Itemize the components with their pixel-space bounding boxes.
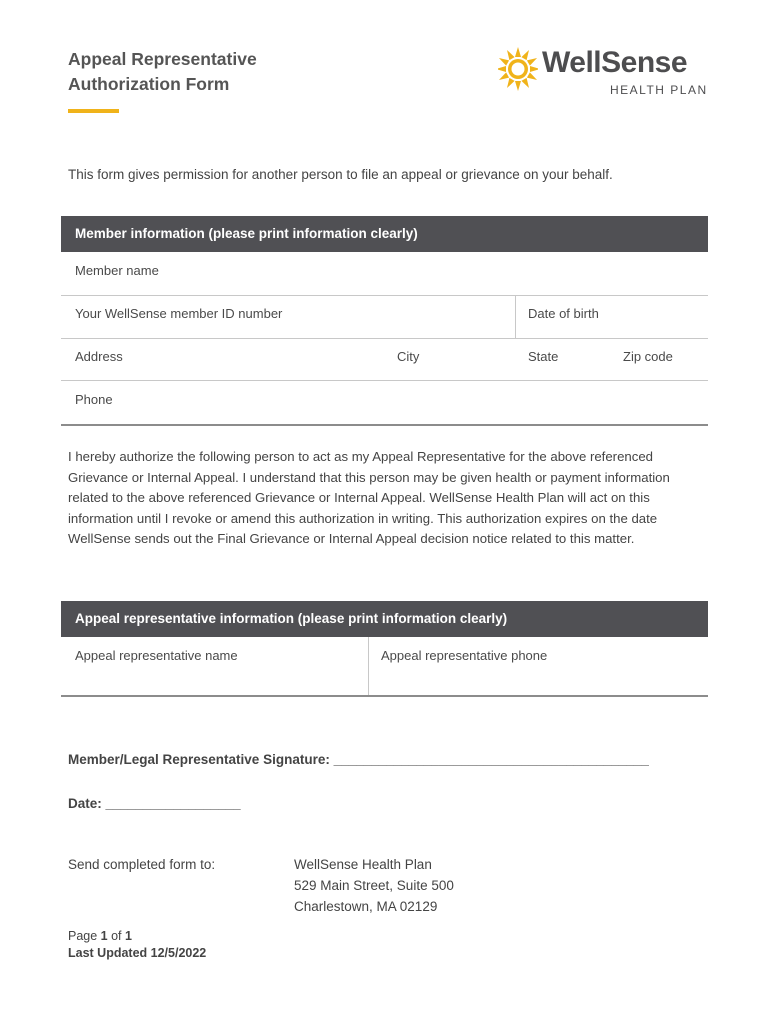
divider xyxy=(515,296,516,338)
dob-field[interactable]: Date of birth xyxy=(528,306,599,321)
page-title xyxy=(68,47,257,97)
member-section-header: Member information (please print information clearly) xyxy=(61,216,708,252)
last-updated: Last Updated 12/5/2022 xyxy=(68,946,207,960)
logo-wordmark: WellSense xyxy=(542,46,688,79)
page-word: Page xyxy=(68,929,101,943)
section-bottom-border xyxy=(61,695,708,697)
title-line-2: Authorization Form xyxy=(68,74,230,94)
divider xyxy=(61,295,708,296)
address-field[interactable]: Address xyxy=(75,349,123,364)
rep-name-field[interactable]: Appeal representative name xyxy=(75,648,238,663)
page-of: of xyxy=(107,929,125,943)
sun-icon xyxy=(498,45,538,91)
send-to-label: Send completed form to: xyxy=(68,857,216,872)
divider xyxy=(61,380,708,381)
intro-text: This form gives permission for another person to file an appeal or grievance on your behalf. xyxy=(68,167,613,182)
phone-field[interactable]: Phone xyxy=(75,392,113,407)
divider xyxy=(368,637,369,696)
section-bottom-border xyxy=(61,424,708,426)
authorization-text: I hereby authorize the following person to act as my Appeal Representative for the above referenced Grievance or Internal Appeal. I understand that this person may be given health or payment information related to the above referenced Grievance or Internal Appeal. WellSense Health Plan will act on this information until I revoke or amend this authorization in writing. This authorization expires on the date WellSense sends out the Final Grievance or Internal Appeal decision notice related to this matter. xyxy=(68,449,670,546)
rep-phone-field[interactable]: Appeal representative phone xyxy=(381,648,548,663)
title-accent-bar xyxy=(68,109,119,113)
rep-section-header: Appeal representative information (please print information clearly) xyxy=(61,601,708,637)
address-line-1: WellSense Health Plan xyxy=(294,857,432,872)
wellsense-logo xyxy=(498,43,708,99)
divider xyxy=(61,338,708,339)
member-id-field[interactable]: Your WellSense member ID number xyxy=(75,306,283,321)
city-field[interactable]: City xyxy=(397,349,420,364)
logo-subtitle: HEALTH PLAN xyxy=(610,83,708,97)
page-total: 1 xyxy=(125,929,132,943)
address-line-2: 529 Main Street, Suite 500 xyxy=(294,878,454,893)
signature-line[interactable]: Member/Legal Representative Signature: __________________________________________ xyxy=(68,752,649,767)
zip-field[interactable]: Zip code xyxy=(623,349,673,364)
member-name-field[interactable]: Member name xyxy=(75,263,159,278)
address-line-3: Charlestown, MA 02129 xyxy=(294,899,438,914)
page-number xyxy=(68,929,132,943)
page-current: 1 xyxy=(100,929,108,943)
date-line[interactable]: Date: __________________ xyxy=(68,796,241,811)
state-field[interactable]: State xyxy=(528,349,559,364)
title-line-1: Appeal Representative xyxy=(68,49,257,69)
